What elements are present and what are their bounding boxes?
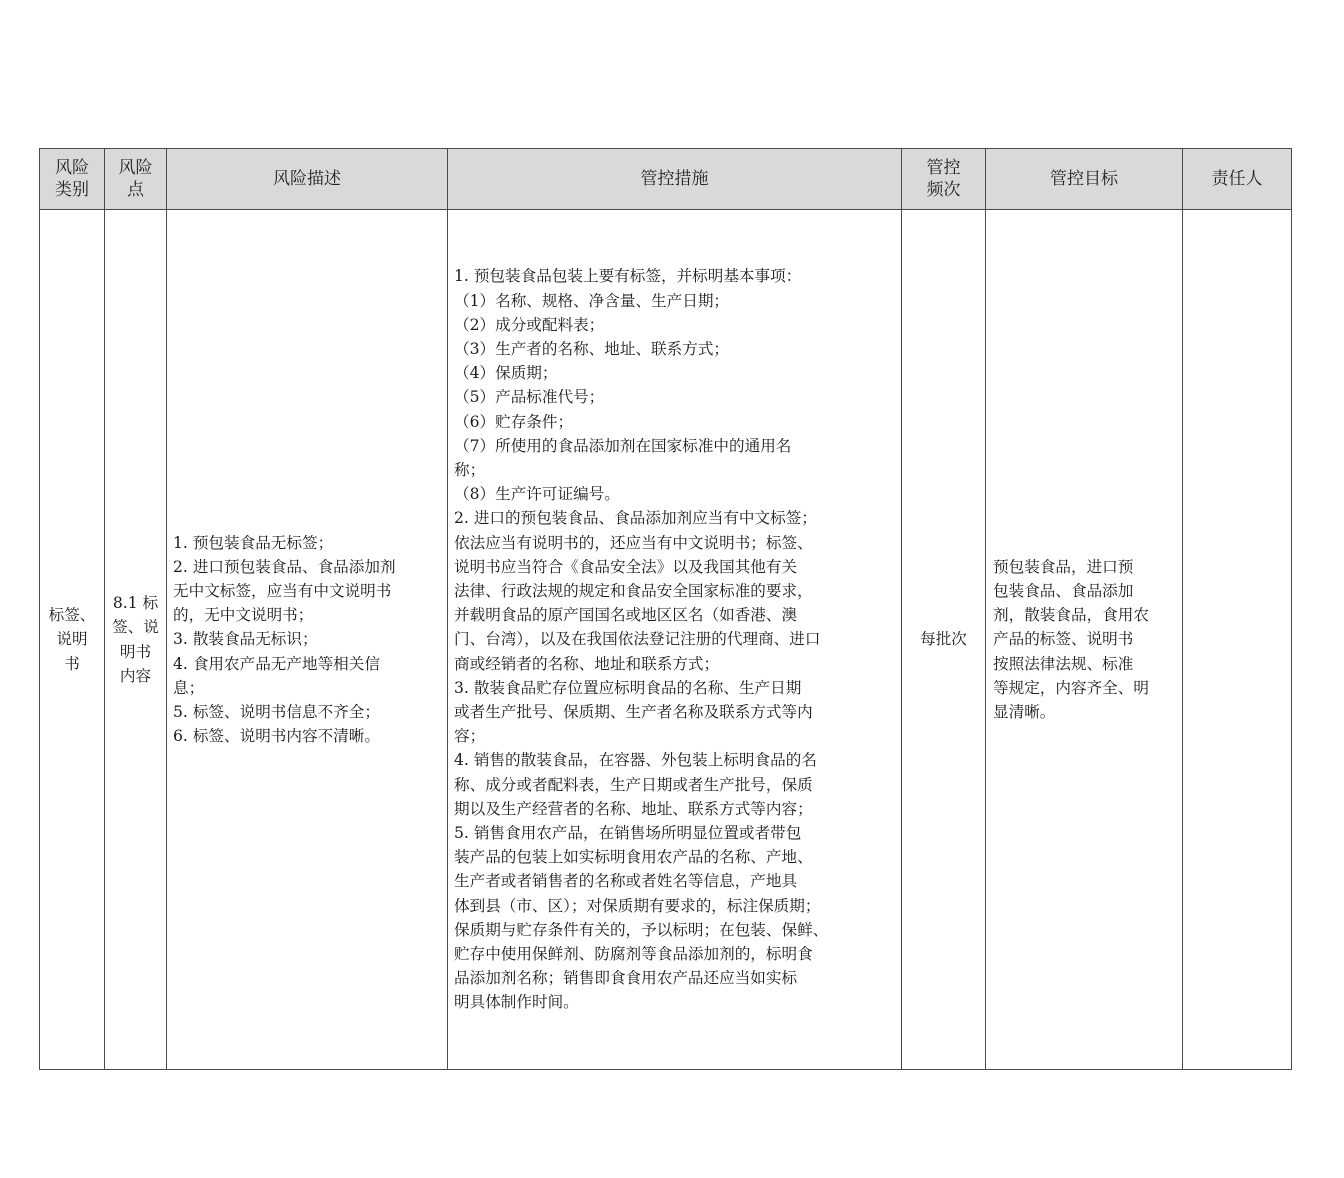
header-responsible-person: 责任人	[1183, 149, 1292, 210]
risk-control-table	[39, 148, 1292, 1070]
header-control-measures: 管控措施	[448, 149, 902, 210]
header-control-goal: 管控目标	[986, 149, 1183, 210]
header-risk-description: 风险描述	[167, 149, 448, 210]
header-row	[40, 149, 1292, 210]
table-row	[40, 210, 1292, 1070]
cell-control-goal: 预包装食品，进口预 包装食品、食品添加 剂，散装食品，食用农 产品的标签、说明书 按照法律法规、标准 等规定，内容齐全、明 显清晰。	[986, 210, 1183, 1070]
cell-control-frequency: 每批次	[902, 210, 986, 1070]
cell-control-measures: 1. 预包装食品包装上要有标签，并标明基本事项： （1）名称、规格、净含量、生产日期； （2）成分或配料表； （3）生产者的名称、地址、联系方式； （4）保质期； （5）产品标准代号； （6）贮存条件； （7）所使用的食品添加剂在国家标准中的通用名 称； （8）生产许可证编号。 2. 进口的预包装食品、食品添加剂应当有中文标签； 依法应当有说明书的，还应当有中文说明书；标签、 说明书应当符合《食品安全法》以及我国其他有关 法律、行政法规的规定和食品安全国家标准的要求， 并载明食品的原产国国名或地区区名（如香港、澳 门、台湾），以及在我国依法登记注册的代理商、进口 商或经销者的名称、地址和联系方式； 3. 散装食品贮存位置应标明食品的名称、生产日期 或者生产批号、保质期、生产者名称及联系方式等内 容； 4. 销售的散装食品，在容器、外包装上标明食品的名 称、成分或者配料表，生产日期或者生产批号，保质 期以及生产经营者的名称、地址、联系方式等内容； 5. 销售食用农产品，在销售场所明显位置或者带包 装产品的包装上如实标明食用农产品的名称、产地、 生产者或者销售者的名称或者姓名等信息，产地具 体到县（市、区）；对保质期有要求的，标注保质期； 保质期与贮存条件有关的，予以标明；在包装、保鲜、 贮存中使用保鲜剂、防腐剂等食品添加剂的，标明食 品添加剂名称；销售即食食用农产品还应当如实标 明具体制作时间。	[448, 210, 902, 1070]
header-risk-point: 风险 点	[105, 149, 167, 210]
cell-responsible-person	[1183, 210, 1292, 1070]
header-control-frequency: 管控 频次	[902, 149, 986, 210]
cell-risk-description: 1. 预包装食品无标签； 2. 进口预包装食品、食品添加剂 无中文标签，应当有中文说明书 的，无中文说明书； 3. 散装食品无标识； 4. 食用农产品无产地等相关信 息； 5. 标签、说明书信息不齐全； 6. 标签、说明书内容不清晰。	[167, 210, 448, 1070]
header-risk-category: 风险 类别	[40, 149, 105, 210]
cell-risk-point: 8.1 标 签、说 明书 内容	[105, 210, 167, 1070]
cell-risk-category: 标签、 说明 书	[40, 210, 105, 1070]
